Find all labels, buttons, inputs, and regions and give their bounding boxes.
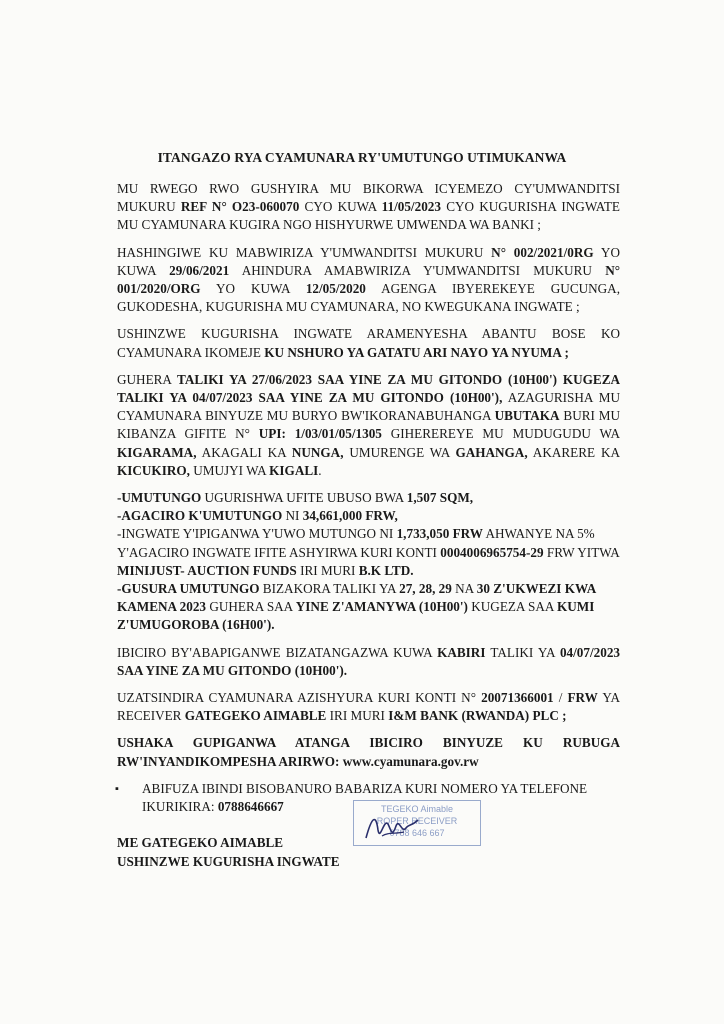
- paragraph-results: IBICIRO BY'ABAPIGANWE BIZATANGAZWA KUWA KABIRI TALIKI YA 04/07/2023 SAA YINE ZA MU GITONDO (10H00').: [117, 644, 621, 678]
- bullet-contact: ▪ ABIFUZA IBINDI BISOBANURO BABARIZA KURI NOMERO YA TELEFONE IKURIKIRA: 0788646667: [115, 780, 588, 815]
- paragraph-property-details: -UMUTUNGO UGURISHWA UFITE UBUSO BWA 1,507 SQM, -AGACIRO K'UMUTUNGO NI 34,661,000 FRW, -INGWATE Y'IPIGANWA Y'UWO MUTUNGO NI 1,733,050 FRW AHWANYE NA 5% Y'AGACIRO INGWATE IFITE ASHYIRWA KURI KONTI 0004006965754-29 FRW YITWA MINIJUST- AUCTION FUNDS IRI MURI B.K LTD. -GUSURA UMUTUNGO BIZAKORA TALIKI YA 27, 28, 29 NA 30 Z'UKWEZI KWA KAMENA 2023 GUHERA SAA YINE Z'AMANYWA (10H00') KUGEZA SAA KUMI Z'UMUGOROBA (16H00').: [117, 490, 620, 633]
- paragraph-regulations: HASHINGIWE KU MABWIRIZA Y'UMWANDITSI MUKURU N° 002/2021/0RG YO KUWA 29/06/2021 AHINDURA AMABWIRIZA Y'UMWANDITSI MUKURU N° 001/2020/ORG YO KUWA 12/05/2020 AGENGA IBYEREKEYE GUCUNGA, GUKODESHA, KUGURISHA MU CYAMUNARA, NO KWEGUKANA INGWATE ;: [117, 244, 621, 315]
- paragraph-announcement: USHINZWE KUGURISHA INGWATE ARAMENYESHA ABANTU BOSE KO CYAMUNARA IKOMEJE KU NSHURO YA GATATU ARI NAYO YA NYUMA ;: [117, 326, 620, 360]
- handwritten-signature: [362, 808, 422, 848]
- paragraph-decision: MU RWEGO RWO GUSHYIRA MU BIKORWA ICYEMEZO CY'UMWANDITSI MUKURU REF N° O23-060070 CYO KUWA 11/05/2023 CYO KUGURISHA INGWATE MU CYAMUNARA KUGIRA NGO HISHYURWE UMWENDA WA BANKI ;: [117, 181, 620, 233]
- bullet-icon: ▪: [115, 782, 119, 795]
- paragraph-payment: UZATSINDIRA CYAMUNARA AZISHYURA KURI KONTI N° 20071366001 / FRW YA RECEIVER GATEGEKO AIMABLE IRI MURI I&M BANK (RWANDA) PLC ;: [117, 690, 620, 724]
- signatory-name: ME GATEGEKO AIMABLE: [117, 835, 284, 851]
- official-stamp: TEGEKO Aimable ROPER RECEIVER 0788 646 667: [353, 800, 481, 846]
- document-title: ITANGAZO RYA CYAMUNARA RY'UMUTUNGO UTIMUKANWA: [157, 150, 567, 165]
- signatory-role: USHINZWE KUGURISHA INGWATE: [117, 853, 340, 869]
- document-body: [117, 180, 620, 871]
- paragraph-auction-period: GUHERA TALIKI YA 27/06/2023 SAA YINE ZA MU GITONDO (10H00') KUGEZA TALIKI YA 04/07/2023 SAA YINE ZA MU GITONDO (10H00'), AZAGURISHA MU CYAMUNARA BINYUZE MU BURYO BW'IKORANABUHANGA UBUTAKA BURI MU KIBANZA GIFITE N° UPI: 1/03/01/05/1305 GIHEREREYE MU MUDUGUDU WA KIGARAMA, AKAGALI KA NUNGA, UMURENGE WA GAHANGA, AKARERE KA KICUKIRO, UMUJYI WA KIGALI.: [117, 371, 621, 478]
- paragraph-website: USHAKA GUPIGANWA ATANGA IBICIRO BINYUZE KU RUBUGA RW'INYANDIKOMPESHA ARIRWO: www.cyamunara.gov.rw: [117, 735, 620, 769]
